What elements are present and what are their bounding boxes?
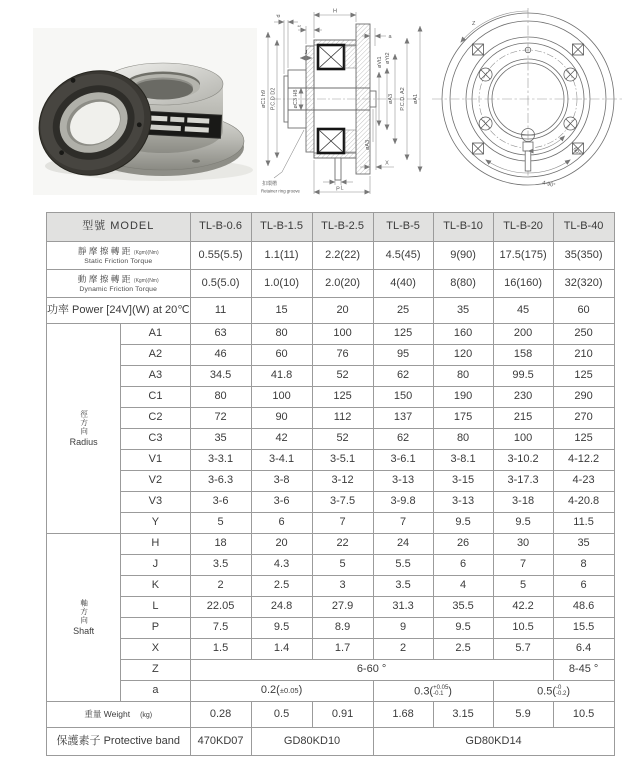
- front-view-drawing: [428, 4, 626, 192]
- value-cell: 0.5: [251, 702, 312, 728]
- tolerance-lower: -0.2: [556, 691, 567, 697]
- product-photo: [33, 28, 257, 195]
- value-cell: 15: [251, 298, 312, 324]
- value-cell: 20: [251, 534, 312, 555]
- param-cell: Z: [121, 660, 190, 681]
- value-cell: 35: [190, 429, 251, 450]
- value-cell: 80: [433, 429, 493, 450]
- value-cell: 4.5(45): [373, 242, 433, 270]
- value-cell: 270: [553, 408, 614, 429]
- value-cell: 290: [553, 387, 614, 408]
- tolerance-cell: [373, 681, 493, 702]
- value-cell: 3-4.1: [251, 450, 312, 471]
- value-cell: 62: [373, 366, 433, 387]
- tolerance-close: ): [566, 684, 571, 697]
- value-cell: 100: [493, 429, 553, 450]
- value-cell: 45: [493, 298, 553, 324]
- value-cell: 3-9.8: [373, 492, 433, 513]
- tolerance-cell: [190, 681, 373, 702]
- value-cell: 72: [190, 408, 251, 429]
- model-column-header: TL-B-5: [373, 213, 433, 242]
- value-cell: 0.91: [312, 702, 373, 728]
- value-cell: 3-17.3: [493, 471, 553, 492]
- value-cell: 15.5: [553, 618, 614, 639]
- value-cell: 27.9: [312, 597, 373, 618]
- value-cell: 9: [373, 618, 433, 639]
- value-cell: 125: [553, 429, 614, 450]
- value-cell: 0.28: [190, 702, 251, 728]
- torque-label-en: Dynamic Friction Torque: [79, 285, 158, 293]
- value-cell: 3-8: [251, 471, 312, 492]
- param-cell: P: [121, 618, 190, 639]
- value-cell: 2: [190, 576, 251, 597]
- value-cell: 17.5(175): [493, 242, 553, 270]
- radius-row: [47, 471, 615, 492]
- value-cell: 18: [190, 534, 251, 555]
- value-cell: 158: [493, 345, 553, 366]
- value-cell: 16(160): [493, 270, 553, 298]
- value-cell: 230: [493, 387, 553, 408]
- param-cell: Y: [121, 513, 190, 534]
- param-cell: H: [121, 534, 190, 555]
- param-cell: a: [121, 681, 190, 702]
- tolerance-upper: -0: [556, 684, 562, 691]
- param-cell: C3: [121, 429, 190, 450]
- value-cell: 42: [251, 429, 312, 450]
- param-cell: V1: [121, 450, 190, 471]
- model-column-header: TL-B-1.5: [251, 213, 312, 242]
- value-cell: GD80KD10: [251, 728, 373, 756]
- radius-row: [47, 387, 615, 408]
- dim-label-j: J: [304, 50, 308, 56]
- value-cell: 2.0(20): [312, 270, 373, 298]
- value-cell: 2.2(22): [312, 242, 373, 270]
- value-cell: 80: [190, 387, 251, 408]
- value-cell: 42.2: [493, 597, 553, 618]
- value-cell: 80: [433, 366, 493, 387]
- value-cell: 24.8: [251, 597, 312, 618]
- value-cell: 2.5: [251, 576, 312, 597]
- tolerance-upper: +0.05: [433, 684, 449, 691]
- dim-label-60deg: 60°: [571, 146, 582, 157]
- value-cell: 3-8.1: [433, 450, 493, 471]
- value-cell: 9.5: [433, 513, 493, 534]
- value-cell: 11: [190, 298, 251, 324]
- value-cell: 2: [373, 639, 433, 660]
- value-cell: 7: [312, 513, 373, 534]
- value-cell: 3-6: [190, 492, 251, 513]
- tolerance-close: ): [448, 684, 452, 697]
- tolerance-stack: [556, 685, 566, 698]
- value-cell: 80: [251, 324, 312, 345]
- radius-row: [47, 324, 615, 345]
- value-cell: 1.4: [251, 639, 312, 660]
- value-cell: 0.5(5.0): [190, 270, 251, 298]
- value-cell: 1.7: [312, 639, 373, 660]
- dim-label-z: Z: [472, 21, 476, 27]
- value-cell: 100: [251, 387, 312, 408]
- value-cell: GD80KD14: [373, 728, 614, 756]
- torque-label-en: Static Friction Torque: [84, 257, 153, 265]
- param-cell: A3: [121, 366, 190, 387]
- radius-row: [47, 345, 615, 366]
- value-cell: 3.15: [433, 702, 493, 728]
- shaft-row: [47, 618, 615, 639]
- value-cell: 4-23: [553, 471, 614, 492]
- radius-row: [47, 450, 615, 471]
- tolerance-cell: [493, 681, 614, 702]
- radius-group-cn: 徑方向: [79, 410, 89, 436]
- dim-label-pcd-d2: P.C.D D2: [270, 87, 277, 111]
- dim-label-c3: øC3 H8: [293, 89, 299, 109]
- torque-label-line1: [47, 246, 190, 258]
- radius-row: [47, 429, 615, 450]
- value-cell: 8: [553, 555, 614, 576]
- torque-label-line1: [47, 274, 190, 286]
- value-cell: 3-3.1: [190, 450, 251, 471]
- value-cell: 62: [373, 429, 433, 450]
- value-cell: 35: [553, 534, 614, 555]
- power-row-label: 功率 Power [24V](W) at 20℃: [47, 298, 191, 324]
- value-cell: 4-20.8: [553, 492, 614, 513]
- value-cell: 3-6.3: [190, 471, 251, 492]
- value-cell: 9.5: [251, 618, 312, 639]
- value-cell: 60: [553, 298, 614, 324]
- z-angle-row: [47, 660, 615, 681]
- value-cell: 3-6.1: [373, 450, 433, 471]
- weight-row: [47, 702, 615, 728]
- value-cell: 8.9: [312, 618, 373, 639]
- retainer-note-en: Retainer ring groove: [261, 188, 300, 194]
- value-cell: 60: [251, 345, 312, 366]
- value-cell: 31.3: [373, 597, 433, 618]
- dim-label-c1: øC1 h9: [261, 89, 267, 109]
- value-cell: 6: [433, 555, 493, 576]
- value-cell: 3-7.5: [312, 492, 373, 513]
- shaft-row: [47, 639, 615, 660]
- model-column-header: TL-B-40: [553, 213, 614, 242]
- value-cell: 4.3: [251, 555, 312, 576]
- value-cell: 6.4: [553, 639, 614, 660]
- retainer-note-cn: 扣環槽: [262, 181, 278, 187]
- value-cell: 210: [553, 345, 614, 366]
- value-cell: 4-12.2: [553, 450, 614, 471]
- shaft-group-label: [47, 534, 121, 702]
- dim-label-pcd-a2: P.C.D. A2: [400, 87, 406, 111]
- model-header-cell: 型號 MODEL: [47, 213, 191, 242]
- param-cell: A2: [121, 345, 190, 366]
- value-cell: 1.0(10): [251, 270, 312, 298]
- value-cell: 7: [493, 555, 553, 576]
- dim-label-a3-hub: øA3: [365, 139, 371, 150]
- value-cell: 3-18: [493, 492, 553, 513]
- value-cell: 3-13: [433, 492, 493, 513]
- value-cell: 3-6: [251, 492, 312, 513]
- value-cell: 3-13: [373, 471, 433, 492]
- value-cell: 4(40): [373, 270, 433, 298]
- radius-row: [47, 366, 615, 387]
- tolerance-mid: ±0.05: [279, 686, 299, 696]
- table-header-row: [47, 213, 615, 242]
- param-cell: A1: [121, 324, 190, 345]
- value-cell: 3.5: [373, 576, 433, 597]
- value-cell: 76: [312, 345, 373, 366]
- value-cell: 25: [373, 298, 433, 324]
- value-cell: 34.5: [190, 366, 251, 387]
- cross-section-drawing: [260, 2, 430, 200]
- value-cell: 10.5: [553, 702, 614, 728]
- param-cell: L: [121, 597, 190, 618]
- value-cell: 2.5: [433, 639, 493, 660]
- tolerance-value: 0.5(: [537, 684, 557, 697]
- torque-label-units: (Kgm)(Nm): [133, 250, 159, 257]
- shaft-group-en: Shaft: [73, 625, 95, 636]
- value-cell: 35.5: [433, 597, 493, 618]
- dim-label-l: L: [340, 185, 344, 192]
- value-cell: 35: [433, 298, 493, 324]
- value-cell: 250: [553, 324, 614, 345]
- value-cell: 6-60 °: [190, 660, 553, 681]
- tolerance-close: ): [298, 684, 303, 697]
- radius-group-label: [47, 324, 121, 534]
- model-column-header: TL-B-2.5: [312, 213, 373, 242]
- value-cell: 10.5: [493, 618, 553, 639]
- value-cell: 90: [251, 408, 312, 429]
- value-cell: 160: [433, 324, 493, 345]
- value-cell: 9(90): [433, 242, 493, 270]
- value-cell: 11.5: [553, 513, 614, 534]
- dim-label-t: t: [297, 25, 303, 27]
- value-cell: 200: [493, 324, 553, 345]
- value-cell: 5.7: [493, 639, 553, 660]
- torque-label-cn: 動摩擦轉距: [77, 274, 133, 285]
- radius-row: [47, 513, 615, 534]
- protective-band-row: [47, 728, 615, 756]
- torque-row: [47, 270, 615, 298]
- param-cell: X: [121, 639, 190, 660]
- value-cell: 99.5: [493, 366, 553, 387]
- torque-row-label: [47, 270, 191, 298]
- tolerance-stack: [433, 685, 448, 698]
- value-cell: 3: [312, 576, 373, 597]
- value-cell: 150: [373, 387, 433, 408]
- value-cell: 0.55(5.5): [190, 242, 251, 270]
- value-cell: 7: [373, 513, 433, 534]
- model-column-header: TL-B-0.6: [190, 213, 251, 242]
- torque-row-label: [47, 242, 191, 270]
- dim-label-v: øVt1: [377, 56, 383, 68]
- value-cell: 48.6: [553, 597, 614, 618]
- model-column-header: TL-B-20: [493, 213, 553, 242]
- value-cell: 22.05: [190, 597, 251, 618]
- value-cell: 32(320): [553, 270, 614, 298]
- radius-row: [47, 492, 615, 513]
- value-cell: 3.5: [190, 555, 251, 576]
- param-cell: K: [121, 576, 190, 597]
- protective-row-label: 保護素子 Protective band: [47, 728, 191, 756]
- value-cell: 100: [312, 324, 373, 345]
- weight-row-label: [47, 702, 191, 728]
- value-cell: 112: [312, 408, 373, 429]
- value-cell: 35(350): [553, 242, 614, 270]
- dim-label-a3: øA3: [388, 93, 394, 105]
- value-cell: 52: [312, 366, 373, 387]
- weight-unit: (kg): [140, 711, 153, 719]
- dim-label-d: d: [276, 14, 282, 18]
- shaft-group-cn: 軸方向: [79, 599, 89, 625]
- value-cell: 9.5: [493, 513, 553, 534]
- terminal-lead: [522, 129, 535, 172]
- value-cell: 22: [312, 534, 373, 555]
- param-cell: V3: [121, 492, 190, 513]
- model-column-header: TL-B-10: [433, 213, 493, 242]
- value-cell: 120: [433, 345, 493, 366]
- shaft-row: [47, 534, 615, 555]
- tolerance-lower: -0.1: [433, 691, 444, 697]
- torque-row: [47, 242, 615, 270]
- value-cell: 4: [433, 576, 493, 597]
- value-cell: 20: [312, 298, 373, 324]
- value-cell: 5.9: [493, 702, 553, 728]
- value-cell: 215: [493, 408, 553, 429]
- param-cell: J: [121, 555, 190, 576]
- value-cell: 63: [190, 324, 251, 345]
- shaft-row: [47, 576, 615, 597]
- dim-label-h: H: [333, 8, 337, 15]
- shaft-row: [47, 597, 615, 618]
- value-cell: 7.5: [190, 618, 251, 639]
- value-cell: 6: [251, 513, 312, 534]
- specification-table: [46, 212, 615, 756]
- value-cell: 24: [373, 534, 433, 555]
- value-cell: 1.68: [373, 702, 433, 728]
- value-cell: 137: [373, 408, 433, 429]
- value-cell: 5: [190, 513, 251, 534]
- radius-row: [47, 408, 615, 429]
- dim-label-p: P: [336, 186, 340, 193]
- shaft-row: [47, 555, 615, 576]
- value-cell: 1.5: [190, 639, 251, 660]
- value-cell: 3-10.2: [493, 450, 553, 471]
- value-cell: 3-5.1: [312, 450, 373, 471]
- value-cell: 95: [373, 345, 433, 366]
- value-cell: 125: [553, 366, 614, 387]
- value-cell: 470KD07: [190, 728, 251, 756]
- dim-label-a: a: [388, 34, 392, 40]
- tolerance-value: 0.2(: [260, 684, 280, 697]
- dim-label-4-90deg: 4-90°: [541, 180, 556, 190]
- value-cell: 46: [190, 345, 251, 366]
- value-cell: 8-45 °: [553, 660, 614, 681]
- value-cell: 8(80): [433, 270, 493, 298]
- value-cell: 1.1(11): [251, 242, 312, 270]
- value-cell: 5: [493, 576, 553, 597]
- value-cell: 41.8: [251, 366, 312, 387]
- torque-label-units: (Kgm)(Nm): [133, 278, 159, 285]
- dim-label-x: X: [385, 160, 389, 167]
- value-cell: 26: [433, 534, 493, 555]
- value-cell: 125: [312, 387, 373, 408]
- dim-label-y: øYt2: [385, 52, 391, 64]
- value-cell: 3-15: [433, 471, 493, 492]
- value-cell: 9.5: [433, 618, 493, 639]
- value-cell: 3-12: [312, 471, 373, 492]
- value-cell: 190: [433, 387, 493, 408]
- value-cell: 175: [433, 408, 493, 429]
- param-cell: V2: [121, 471, 190, 492]
- torque-label-cn: 靜摩擦轉距: [77, 246, 133, 257]
- power-row: [47, 298, 615, 324]
- a-tolerance-row: [47, 681, 615, 702]
- value-cell: 5: [312, 555, 373, 576]
- value-cell: 125: [373, 324, 433, 345]
- value-cell: 30: [493, 534, 553, 555]
- dim-label-a1: øA1: [413, 93, 419, 105]
- param-cell: C1: [121, 387, 190, 408]
- value-cell: 52: [312, 429, 373, 450]
- radius-group-en: Radius: [69, 436, 98, 447]
- tolerance-value: 0.3(: [414, 684, 434, 697]
- value-cell: 6: [553, 576, 614, 597]
- value-cell: 5.5: [373, 555, 433, 576]
- param-cell: C2: [121, 408, 190, 429]
- weight-label: 重量 Weight: [84, 708, 131, 719]
